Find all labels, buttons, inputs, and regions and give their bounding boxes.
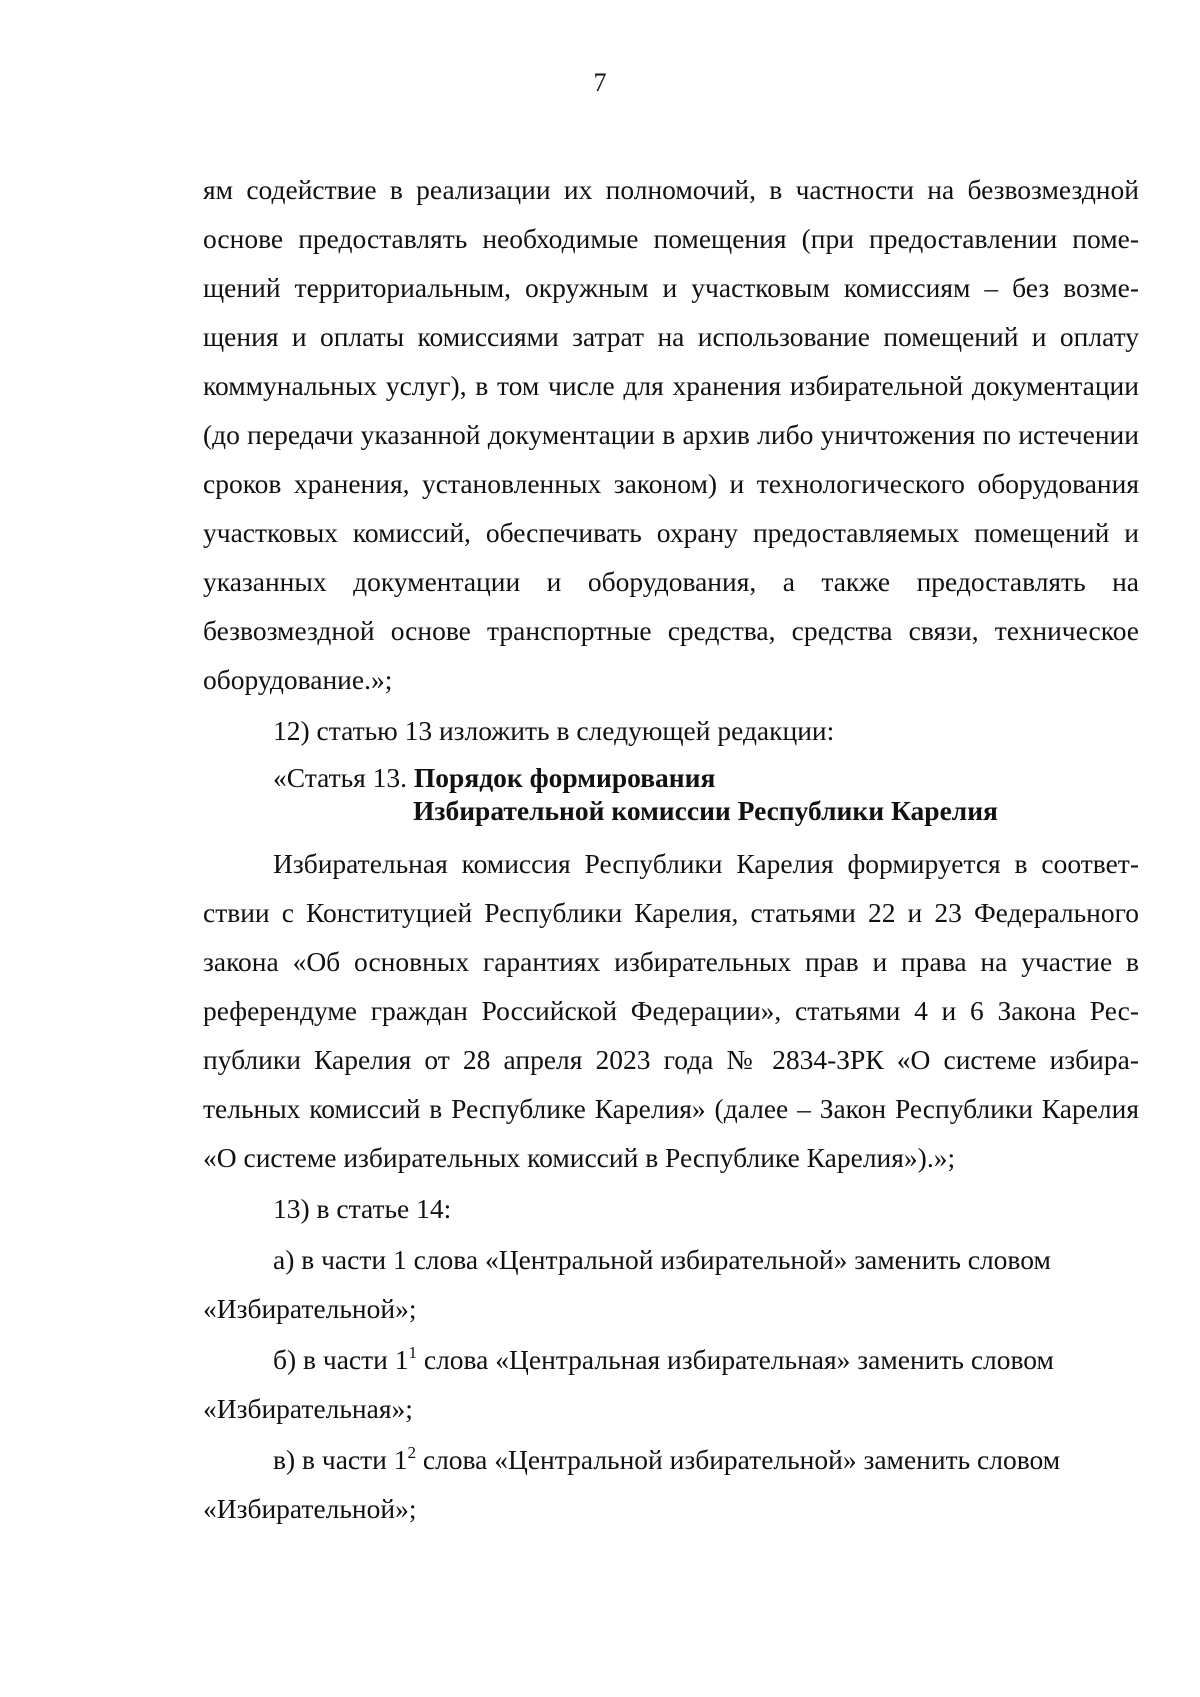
subitem-a-text: а) в части 1 слова «Центральной избирательной» заменить словом	[273, 1244, 1051, 1275]
subitem-v-continuation: «Избирательной»;	[203, 1493, 417, 1524]
page-number: 7	[593, 68, 607, 97]
subitem-v	[203, 1435, 1139, 1484]
article-13-heading	[203, 761, 1139, 827]
article-13-text: Избирательная комиссия Республики Карелия формируется в соответствии с Конституцией Республики Карелия, статьями 22 и 23 Федерального закона «Об основных гарантиях избирательных прав и права на участие в референдуме граждан Российской Федерации», статьями 4 и 6 Закона Республики Карелия от 28 апреля 2023 года № 2834-ЗРК «О системе избирательных комиссий в Республике Карелия» (далее – Закон Республики Карелия «О системе избирательных комиссий в Республике Карелия»).»;	[203, 848, 1139, 1173]
subitem-v-text-after: слова «Центральной избирательной» заменить словом	[415, 1444, 1061, 1475]
subitem-b-text-after: слова «Центральная избирательная» заменить словом	[417, 1344, 1054, 1375]
subitem-a	[203, 1235, 1139, 1284]
article-13-title-line1: Порядок формирования	[413, 762, 716, 793]
subitem-b	[203, 1335, 1139, 1384]
subitem-v-superscript: 2	[407, 1443, 416, 1462]
paragraph-item-13: 13) в статье 14:	[273, 1193, 452, 1224]
subitem-v-text-before: в) в части 1	[273, 1444, 408, 1475]
subitem-a-continuation: «Избирательной»;	[203, 1293, 417, 1324]
document-body	[203, 165, 1139, 1533]
article-13-prefix: «Статья 13.	[273, 762, 414, 793]
subitem-b-superscript: 1	[408, 1343, 417, 1362]
paragraph-item-12: 12) статью 13 изложить в следующей редакции:	[273, 715, 835, 746]
subitem-b-continuation: «Избирательная»;	[203, 1393, 413, 1424]
article-13-title-line2: Избирательной комиссии Республики Карелия	[413, 795, 998, 826]
subitem-b-text-before: б) в части 1	[273, 1344, 409, 1375]
paragraph-continuation: ям содействие в реализации их полномочий, в частности на безвозмездной основе предоставлять необходимые помещения (при предоставлении помещений территориальным, окружным и участковым комиссиям – без возмещения и оплаты комиссиями затрат на использование помещений и оплату коммунальных услуг), в том числе для хранения избирательной документации (до передачи указанной документации в архив либо уничтожения по истечении сроков хранения, установленных законом) и технологического оборудования участковых комиссий, обеспечивать охрану предоставляемых помещений и указанных документации и оборудования, а также предоставлять на безвозмездной основе транспортные средства, средства связи, техническое оборудование.»;	[203, 174, 1139, 695]
